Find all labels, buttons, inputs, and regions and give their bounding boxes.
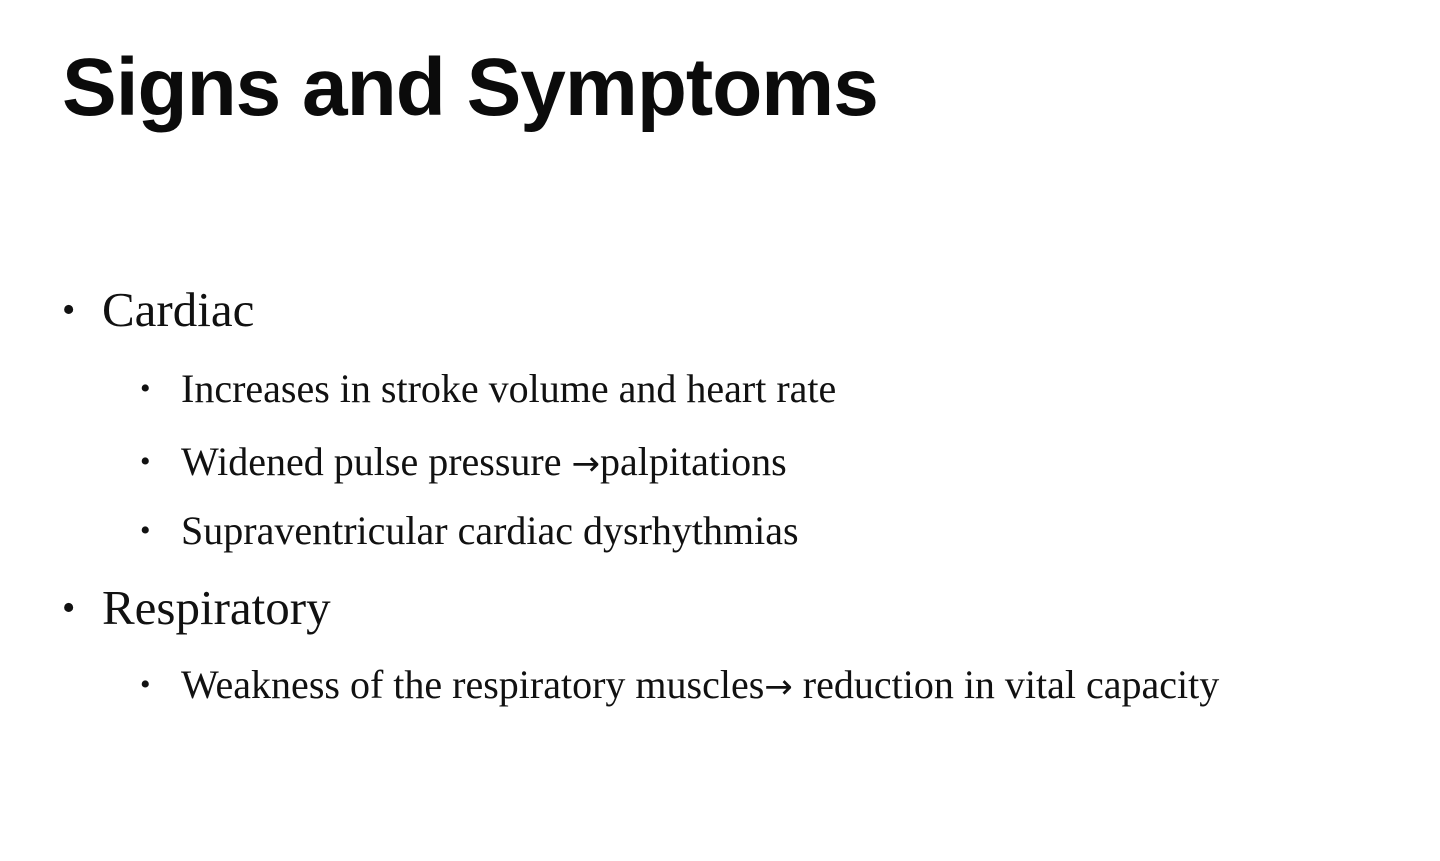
sub-bullet-text-after: palpitations xyxy=(600,439,787,484)
sub-bullet-text xyxy=(181,658,1320,714)
bullet-icon: • xyxy=(140,514,151,547)
sub-bullet-stroke-volume xyxy=(140,362,1320,415)
sub-bullet-pulse-pressure xyxy=(140,435,1320,491)
section-heading-cardiac: Cardiac xyxy=(102,282,255,337)
sub-bullet-text-before: Widened pulse pressure xyxy=(181,439,572,484)
right-arrow-icon: → xyxy=(571,444,600,484)
sub-bullet-text xyxy=(181,435,1320,491)
sub-bullet-text-before: Weakness of the respiratory muscles xyxy=(181,662,765,707)
bullet-icon: • xyxy=(140,668,151,701)
sub-bullet-dysrhythmias xyxy=(140,504,1320,557)
bullet-icon: • xyxy=(140,372,151,405)
sub-bullet-respiratory-muscles xyxy=(140,658,1320,714)
bullet-icon: • xyxy=(140,445,151,478)
bullet-icon: • xyxy=(62,289,76,331)
sub-bullet-text: Supraventricular cardiac dysrhythmias xyxy=(181,508,799,553)
bullet-icon: • xyxy=(62,587,76,629)
slide-title: Signs and Symptoms xyxy=(62,42,878,133)
sub-bullet-text-after: reduction in vital capacity xyxy=(792,662,1220,707)
right-arrow-icon: → xyxy=(764,667,793,707)
sub-bullet-text: Increases in stroke volume and heart rate xyxy=(181,366,837,411)
section-heading-respiratory: Respiratory xyxy=(102,580,331,635)
